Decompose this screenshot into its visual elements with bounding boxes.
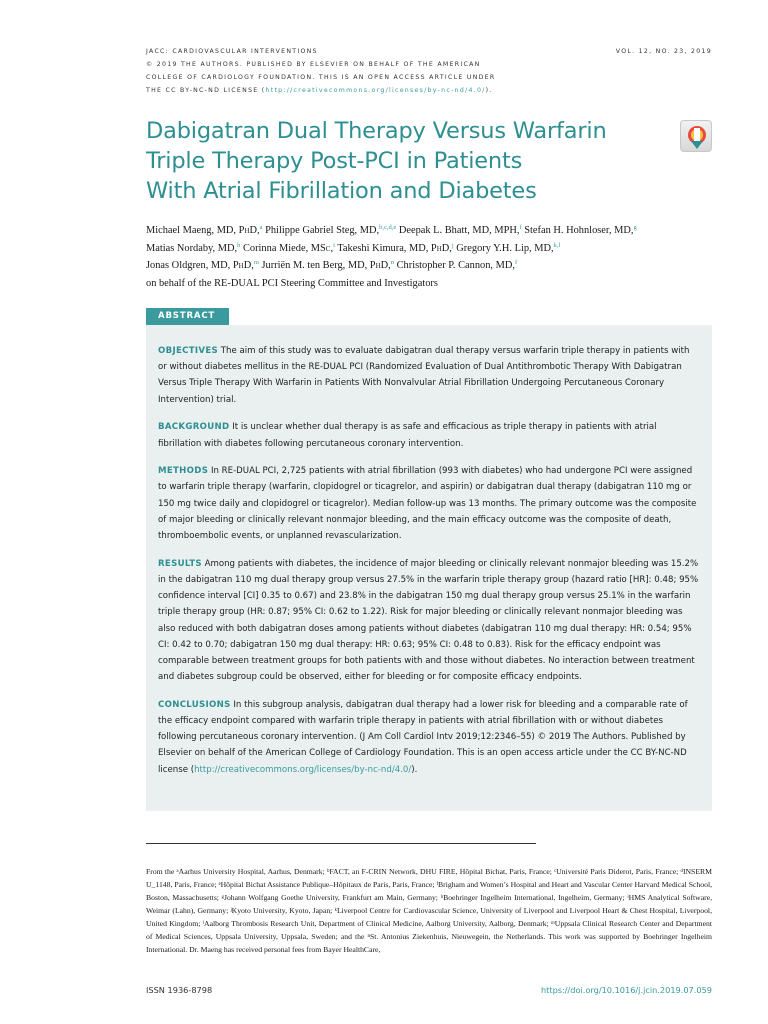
methods-label: METHODS — [158, 466, 209, 477]
abstract-tab: ABSTRACT — [146, 308, 229, 325]
title-line-3: With Atrial Fibrillation and Diabetes — [146, 178, 537, 204]
author-degree: h — [238, 260, 244, 271]
affiliation-marker[interactable]: j — [451, 241, 454, 249]
author-degree-end: D, — [243, 260, 254, 271]
background-text: It is unclear whether dual therapy is as safe and efficacious as triple therapy in patients with atrial fibrillation with diabetes following percutaneous coronary intervention. — [158, 422, 657, 449]
methods-text: In RE-DUAL PCI, 2,725 patients with atrial fibrillation (993 with diabetes) who had undergone PCI were assigned to warfarin triple therapy (warfarin, clopidogrel or ticagrelor, and aspirin) or dabigatran dual therapy (dabigatran 110 mg or 150 mg twice daily and clopidogrel or ticagrelor). Median follow-up was 13 months. The primary outcome was the composite of major bleeding or clinically relevant nonmajor bleeding, and the main efficacy outcome was the composite of death, thromboembolic events, or unplanned revascularization. — [158, 466, 697, 542]
affiliation-marker[interactable]: i — [333, 241, 335, 249]
author-name: Matias Nordaby, MD, — [146, 242, 238, 254]
author-name: Takeshi Kimura, MD, P — [334, 242, 437, 254]
conclusions-text: In this subgroup analysis, dabigatran dual therapy had a lower risk for bleeding and a comparable rate of the efficacy endpoint compared with warfarin triple therapy in patients with atrial fibrillation with or without diabetes following percutaneous coronary intervention. (J Am Coll Cardiol Intv 2019;12:2346–55) © 2019 The Authors. Published by Elsevier on behalf of the American College of Cardiology Foundation. This is an open access article under the CC BY-NC-ND license ( — [158, 699, 688, 775]
results-label: RESULTS — [158, 558, 202, 569]
author-degree-end: , — [330, 242, 334, 254]
abstract-results — [158, 556, 700, 686]
doi-link[interactable]: https://doi.org/10.1016/j.jcin.2019.07.059 — [540, 985, 712, 995]
author-line-2 — [146, 240, 726, 258]
journal-name: JACC: CARDIOVASCULAR INTERVENTIONS — [146, 48, 318, 55]
affiliations-footnote: From the ᵃAarhus University Hospital, Aarhus, Denmark; ᵇFACT, an F-CRIN Network, DHU FIRE, Hôpital Bichat, Paris, France; ᶜUniversité Paris Diderot, Paris, France; ᵈINSERM U_1148, Paris, France; ᵉHôpital Bichat Assistance Publique–Hôpitaux de Paris, Paris, France; ᶠBrigham and Women’s Hospital and Heart and Vascular Center Harvard Medical School, Boston, Massachusetts; ᵍJohann Wolfgang Goethe University, Frankfurt am Main, Germany; ʰBoehringer Ingelheim International, Ingelheim, Germany; ⁱHMS Analytical Software, Weimar (Lahn), Germany; ʲKyoto University, Kyoto, Japan; ᵏLiverpool Centre for Cardiovascular Science, University of Liverpool and Liverpool Heart & Chest Hospital, Liverpool, United Kingdom; ˡAalborg Thrombosis Research Unit, Department of Clinical Medicine, Aalborg University, Aalborg, Denmark; ᵐUppsala Clinical Research Center and Department of Medical Sciences, Uppsala University, Uppsala, Sweden; and the ⁿSt. Antonius Ziekenhuis, Nieuwegein, the Netherlands. This work was supported by Boehringer Ingelheim International. Dr. Maeng has received personal fees from Bayer HealthCare, — [146, 867, 712, 954]
abstract-background — [158, 419, 700, 451]
author-degree: h — [244, 225, 250, 236]
author-name: Deepak L. Bhatt, MD, MPH, — [396, 225, 520, 236]
affiliation-marker[interactable]: f — [514, 259, 518, 266]
abstract-box — [146, 325, 712, 811]
affiliation-marker[interactable]: m — [253, 259, 259, 266]
copyright-line-2: COLLEGE OF CARDIOLOGY FOUNDATION. THIS IS AN OPEN ACCESS ARTICLE UNDER — [146, 74, 496, 81]
copyright-line-3-end: ). — [485, 87, 493, 94]
title-line-1: Dabigatran Dual Therapy Versus Warfarin — [146, 118, 607, 144]
title-line-2: Triple Therapy Post-PCI in Patients — [146, 148, 523, 174]
footnote-divider — [146, 843, 536, 844]
license-link[interactable]: http://creativecommons.org/licenses/by-nc-nd/4.0/ — [194, 764, 412, 775]
author-name: Jurriën M. ten Berg, MD, P — [258, 260, 376, 271]
author-name: Jonas Oldgren, MD, P — [146, 260, 239, 271]
volume-info: VOL. 12, NO. 23, 2019 — [615, 48, 712, 55]
author-degree-end: D, — [249, 225, 260, 236]
license-link[interactable]: http://creativecommons.org/licenses/by-nc-nd/4.0/ — [265, 87, 486, 94]
affiliation-marker[interactable]: f — [519, 224, 522, 231]
author-name: Corinna Miede, MS — [240, 242, 326, 254]
affiliation-marker[interactable]: b,c,d,e — [379, 224, 397, 231]
author-list — [146, 222, 726, 292]
author-line-1 — [146, 222, 726, 240]
abstract-methods — [158, 463, 700, 544]
author-degree-end: D, — [380, 260, 391, 271]
author-line-3 — [146, 257, 726, 275]
issn: ISSN 1936-8798 — [146, 985, 213, 995]
author-name: Christopher P. Cannon, MD, — [394, 260, 515, 271]
abstract-objectives — [158, 343, 700, 408]
author-name: Michael Maeng, MD, P — [146, 225, 245, 236]
author-name: Philippe Gabriel Steg, MD, — [262, 225, 380, 236]
copyright-line-1: © 2019 THE AUTHORS. PUBLISHED BY ELSEVIER ON BEHALF OF THE AMERICAN — [146, 61, 481, 68]
author-behalf: on behalf of the RE-DUAL PCI Steering Committee and Investigators — [146, 277, 438, 289]
author-degree: h — [436, 242, 442, 254]
affiliation-marker[interactable]: k,l — [553, 241, 561, 249]
objectives-text: The aim of this study was to evaluate dabigatran dual therapy versus warfarin triple therapy in patients with or without diabetes mellitus in the RE-DUAL PCI (Randomized Evaluation of Dual Antithrombotic Therapy With Dabigatran Versus Triple Therapy With Warfarin in Patients With Nonvalvular Atrial Fibrillation Undergoing Percutaneous Coronary Intervention) trial. — [158, 346, 690, 405]
article-title — [146, 116, 646, 206]
affiliation-marker[interactable]: a — [259, 224, 263, 231]
author-degree: c — [325, 242, 331, 254]
copyright-line-3 — [146, 84, 566, 97]
affiliation-marker[interactable]: g — [633, 224, 637, 231]
author-name: Gregory Y.H. Lip, MD, — [453, 242, 554, 254]
author-degree: h — [375, 260, 381, 271]
crossmark-icon[interactable] — [680, 120, 712, 152]
author-name: Stefan H. Hohnloser, MD, — [521, 225, 634, 236]
results-text: Among patients with diabetes, the incidence of major bleeding or clinically relevant nonmajor bleeding was 15.2% in the dabigatran 110 mg dual therapy group versus 27.5% in the warfarin triple therapy group (hazard ratio [HR]: 0.48; 95% confidence interval [CI] 0.35 to 0.67) and 23.8% in the dabigatran 150 mg dual therapy group versus 25.1% in the warfarin triple therapy group (HR: 0.87; 95% CI: 0.62 to 1.22). Risk for major bleeding or clinically relevant nonmajor bleeding was also reduced with both dabigatran doses among patients without diabetes (dabigatran 110 mg dual therapy: HR: 0.54; 95% CI: 0.42 to 0.70; dabigatran 150 mg dual therapy: HR: 0.63; 95% CI: 0.48 to 0.83). Risk for the efficacy endpoint was comparable between treatment groups for both patients with and those without diabetes. No interaction between treatment and diabetes subgroup could be observed, either for bleeding or for composite efficacy endpoints. — [158, 558, 699, 683]
affiliation-marker[interactable]: h — [237, 241, 241, 249]
affiliation-marker[interactable]: n — [390, 259, 395, 266]
abstract-conclusions — [158, 697, 700, 778]
conclusions-end: ). — [411, 764, 418, 775]
conclusions-label: CONCLUSIONS — [158, 699, 231, 710]
background-label: BACKGROUND — [158, 422, 230, 433]
copyright-line-3-text: THE CC BY-NC-ND LICENSE ( — [146, 87, 266, 94]
objectives-label: OBJECTIVES — [158, 346, 219, 356]
author-degree-end: D, — [441, 242, 452, 254]
running-header — [146, 45, 566, 97]
